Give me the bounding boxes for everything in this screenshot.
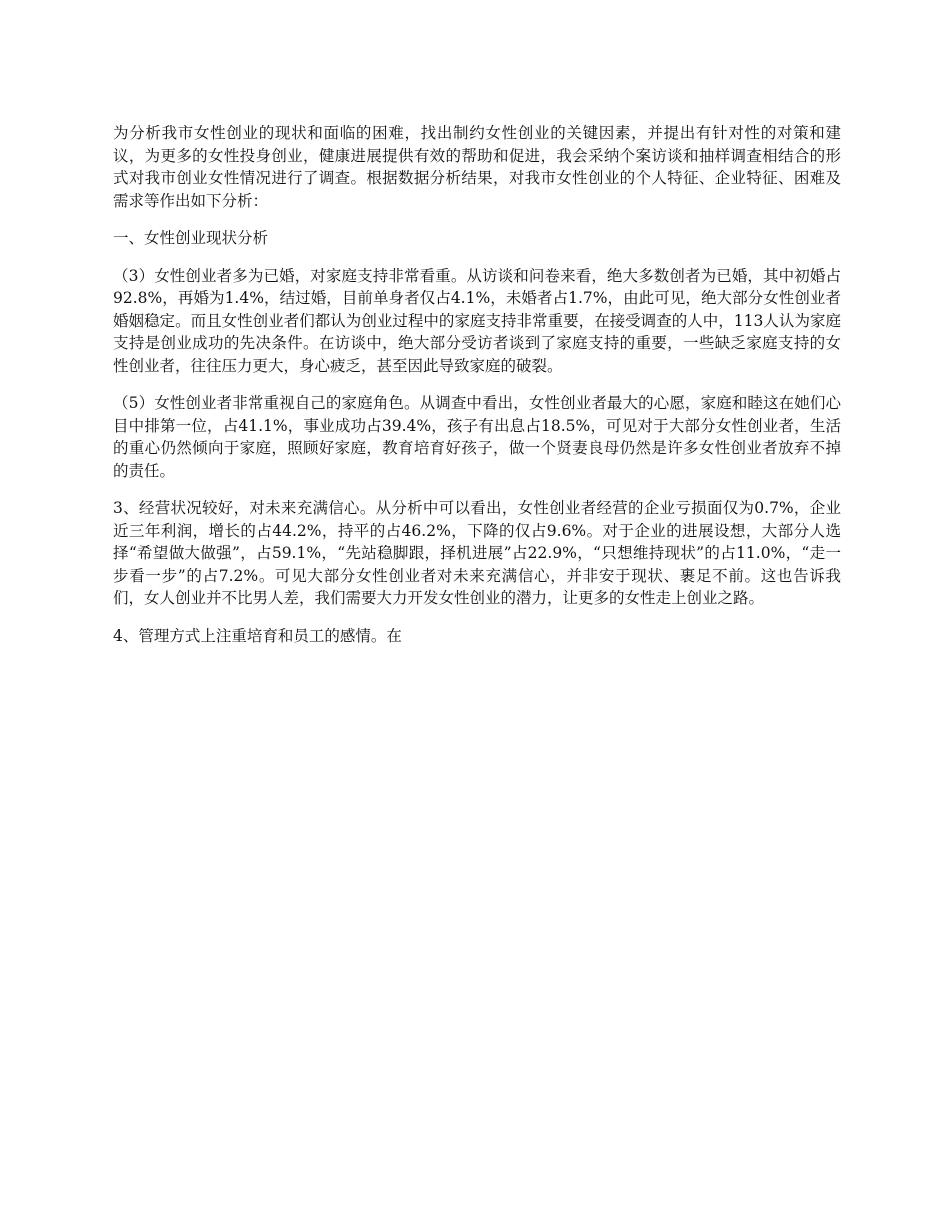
- business-status-paragraph: 3、经营状况较好，对未来充满信心。从分析中可以看出，女性创业者经营的企业亏损面仅为0.7%，企业近三年利润，增长的占44.2%，持平的占46.2%，下降的仅占9.6%。对于企业的进展设想，大部分人选择“希望做大做强”，占59.1%，“先站稳脚跟，择机进展”占22.9%，“只想维持现状”的占11.0%，“走一步看一步”的占7.2%。可见大部分女性创业者对未来充满信心，并非安于现状、裹足不前。这也告诉我们，女人创业并不比男人差，我们需要大力开发女性创业的潜力，让更多的女性走上创业之路。: [113, 499, 841, 607]
- marriage-paragraph: （3）女性创业者多为已婚，对家庭支持非常看重。从访谈和问卷来看，绝大多数创者为已婚，其中初婚占92.8%，再婚为1.4%，结过婚，目前单身者仅占4.1%，未婚者占1.7%，由此可见，绝大部分女性创业者婚姻稳定。而且女性创业者们都认为创业过程中的家庭支持非常重要，在接受调查的人中，113人认为家庭支持是创业成功的先决条件。在访谈中，绝大部分受访者谈到了家庭支持的重要，一些缺乏家庭支持的女性创业者，往往压力更大，身心疲乏，甚至因此导致家庭的破裂。: [113, 266, 841, 375]
- document-body: [113, 122, 841, 662]
- management-paragraph: 4、管理方式上注重培育和员工的感情。在: [113, 626, 402, 645]
- section-heading: 一、女性创业现状分析: [113, 229, 269, 247]
- family-role-paragraph: （5）女性创业者非常重视自己的家庭角色。从调查中看出，女性创业者最大的心愿，家庭和睦这在她们心目中排第一位，占41.1%，事业成功占39.4%，孩子有出息占18.5%，可见对于大部分女性创业者，生活的重心仍然倾向于家庭，照顾好家庭，教育培育好孩子，做一个贤妻良母仍然是许多女性创业者放弃不掉的责任。: [113, 394, 841, 480]
- intro-paragraph: 为分析我市女性创业的现状和面临的困难，找出制约女性创业的关键因素，并提出有针对性的对策和建议，为更多的女性投身创业，健康进展提供有效的帮助和促进，我会采纳个案访谈和抽样调查相结合的形式对我市创业女性情况进行了调查。根据数据分析结果，对我市女性创业的个人特征、企业特征、困难及需求等作出如下分析：: [113, 124, 841, 210]
